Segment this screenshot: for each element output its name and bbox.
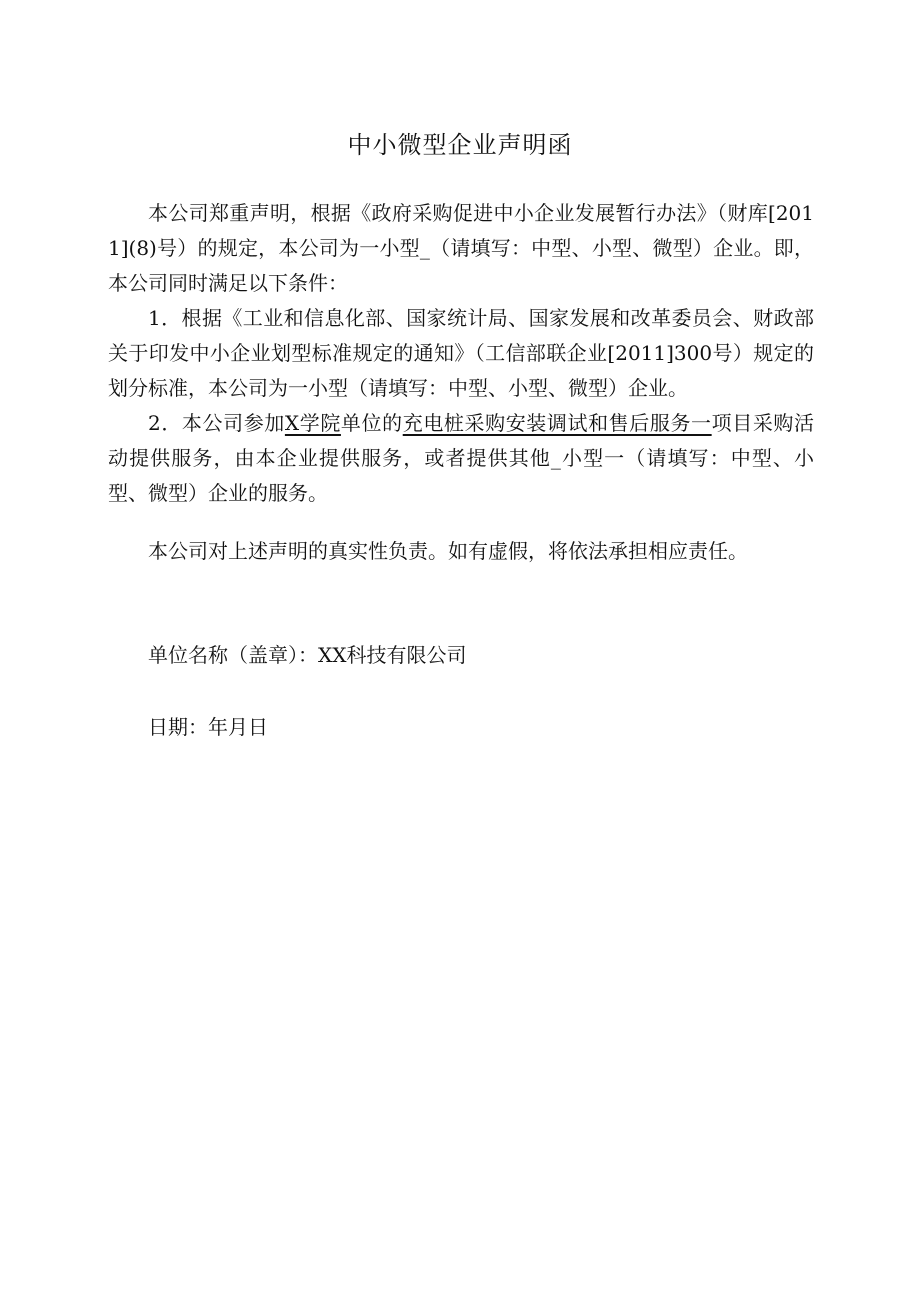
- responsibility-statement: 本公司对上述声明的真实性负责。如有虚假，将依法承担相应责任。: [148, 539, 748, 563]
- condition-2-suffix: 项目采购活动提供服务，由本企业提供服务，或者提供其他_小型一（请填写：中型、小型、微型）企业的服务。: [108, 411, 815, 505]
- paragraph-condition-1: 1．根据《工业和信息化部、国家统计局、国家发展和改革委员会、财政部关于印发中小企业划型标准规定的通知》（工信部联企业[2011]300号）规定的划分标准，本公司为一小型（请填写：中型、小型、微型）企业。: [108, 306, 814, 400]
- project-name-underlined: 充电桩采购安装调试和售后服务一: [402, 411, 712, 435]
- signature-date: 日期：年月日: [148, 715, 268, 739]
- condition-2-prefix: 2．本公司参加: [148, 411, 285, 435]
- company-signature: 单位名称（盖章）：XX科技有限公司: [148, 643, 467, 667]
- document-title: 中小微型企业声明函: [347, 131, 573, 159]
- paragraph-intro: 本公司郑重声明，根据《政府采购促进中小企业发展暂行办法》（财库[2011](8)号）的规定，本公司为一小型_（请填写：中型、小型、微型）企业。即，本公司同时满足以下条件：: [108, 201, 814, 295]
- declaration-body: [108, 196, 814, 511]
- unit-name-underlined: X学院: [284, 411, 341, 435]
- paragraph-condition-2: [108, 406, 814, 511]
- condition-2-mid: 单位的: [340, 411, 403, 435]
